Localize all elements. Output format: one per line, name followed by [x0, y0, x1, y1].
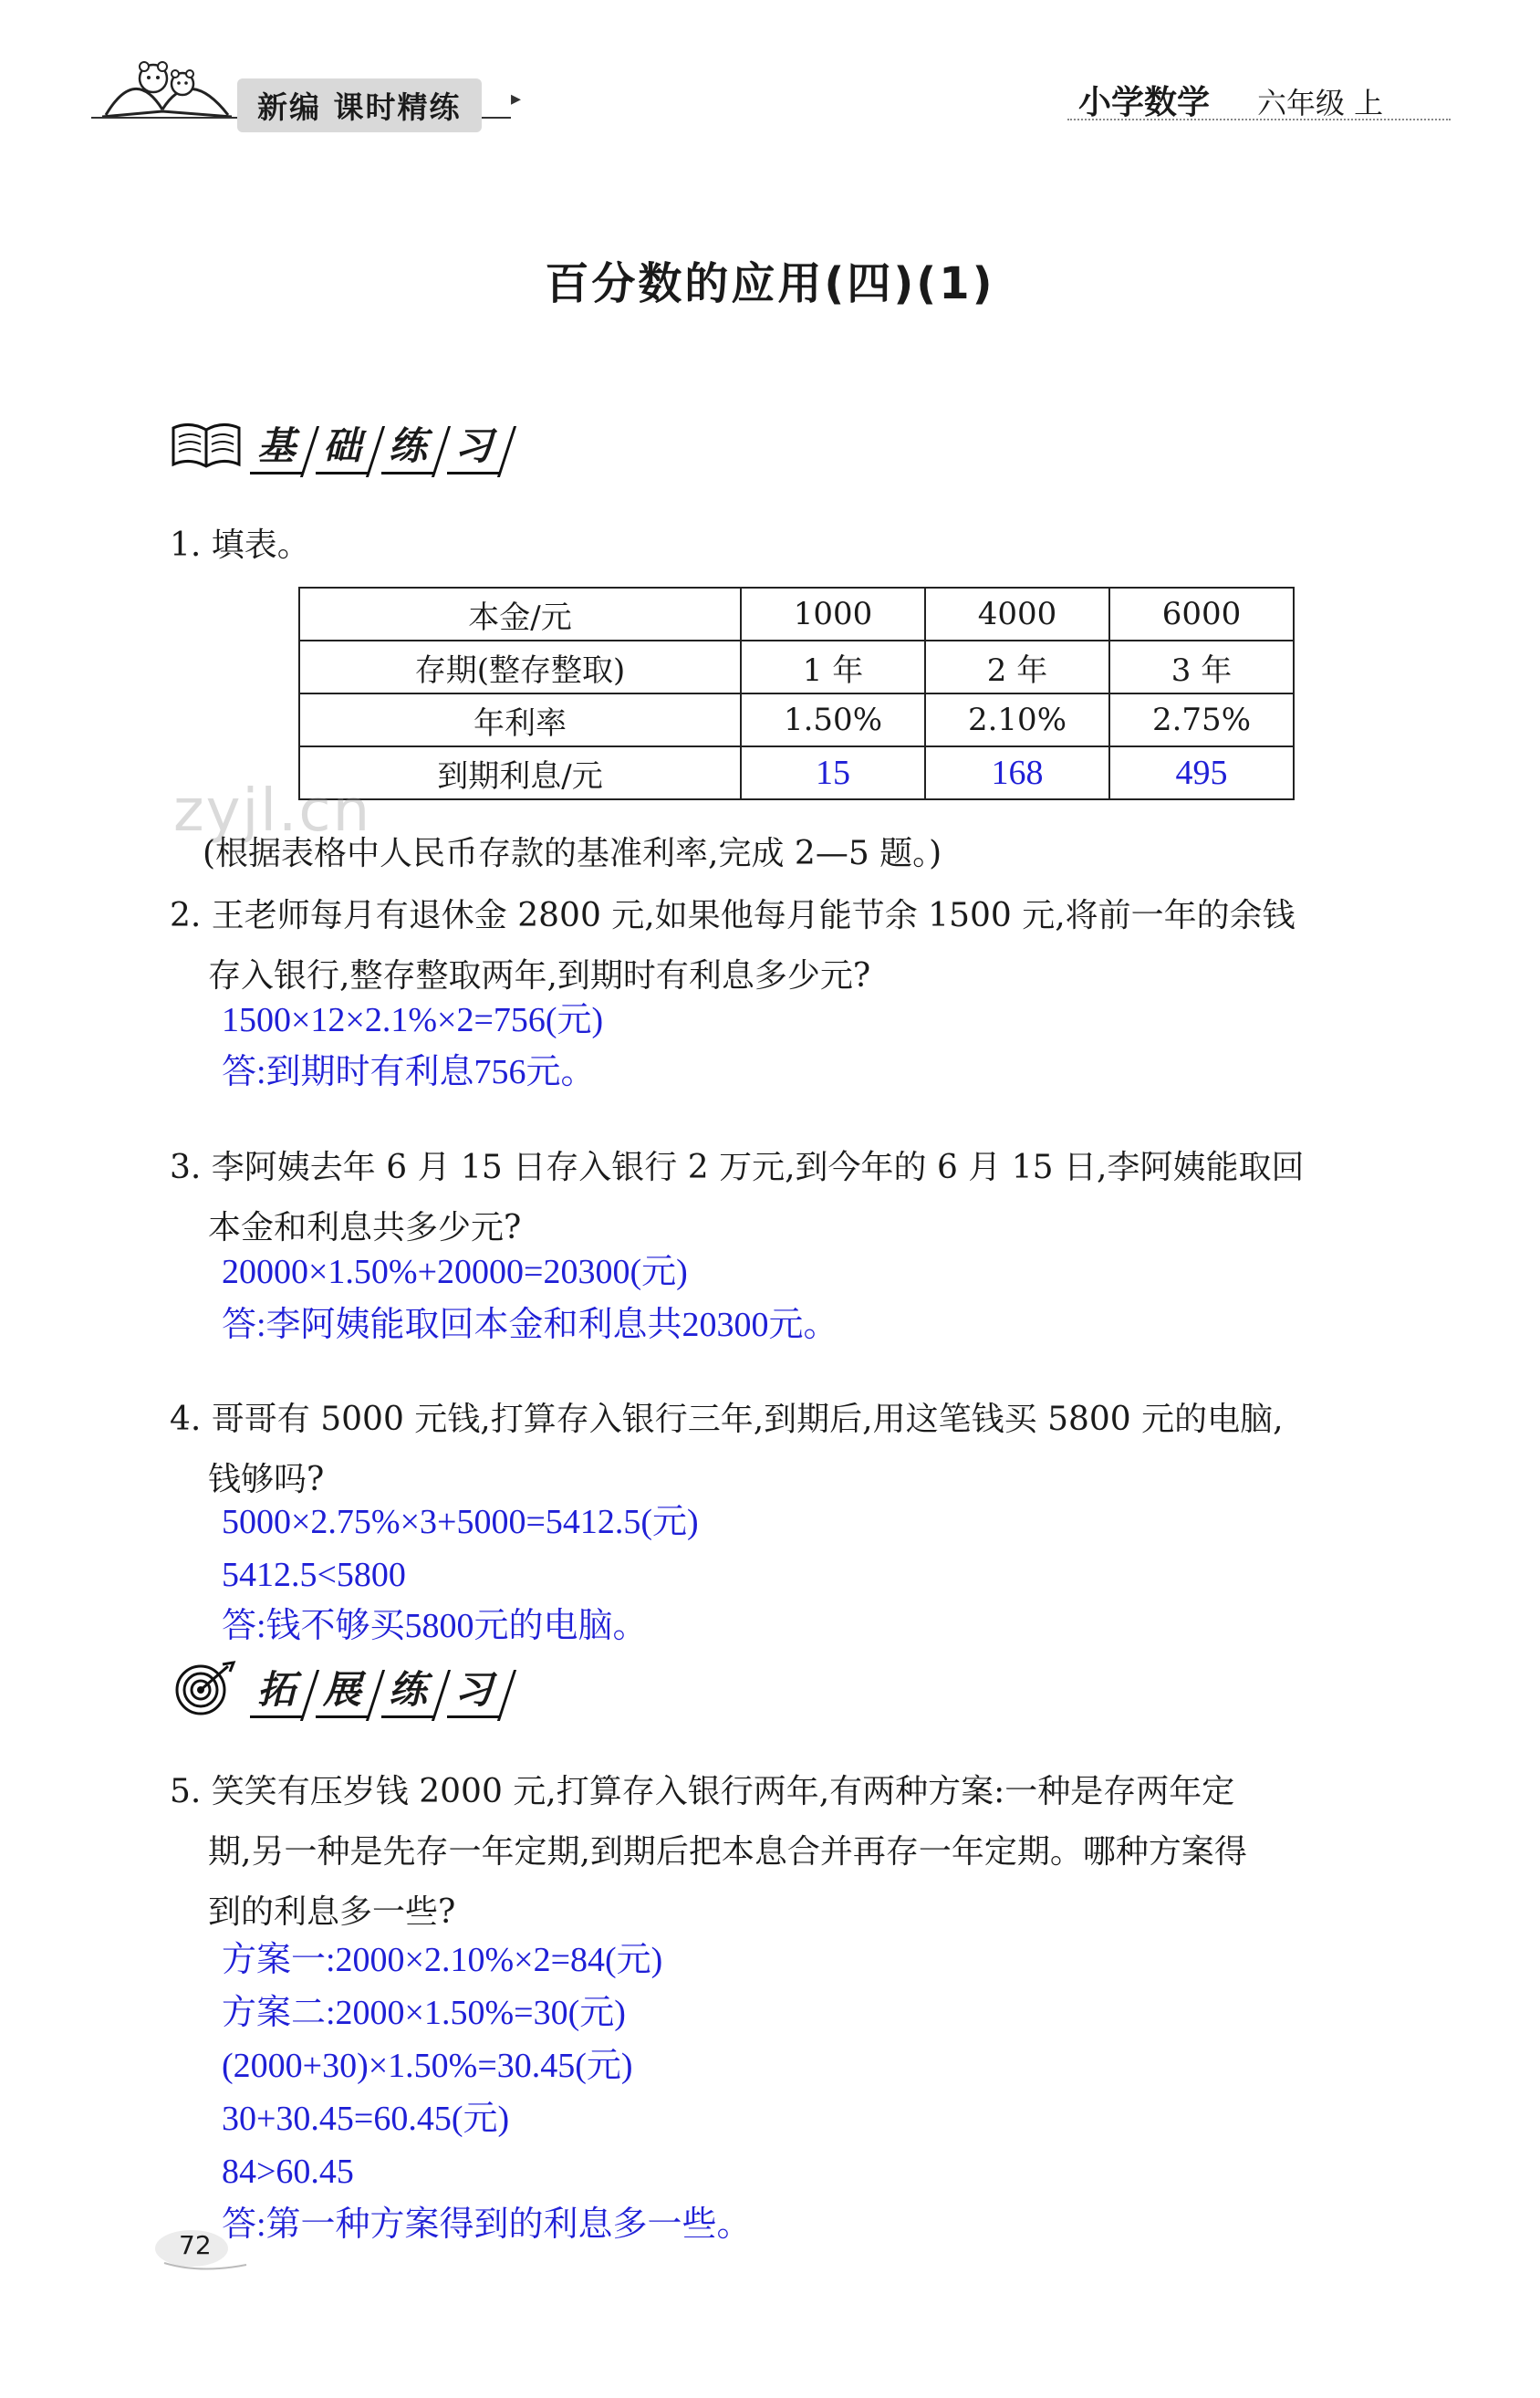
arrow-right-icon: ▸ — [511, 88, 522, 110]
table-cell: 2 年 — [925, 641, 1109, 693]
question-5-line: 到的利息多一些? — [208, 1893, 456, 1931]
question-3-line: 3. 李阿姨去年 6 月 15 日存入银行 2 万元,到今年的 6 月 15 日,李阿姨能取回 — [170, 1149, 1305, 1186]
table-row — [299, 746, 1294, 799]
table-row-label: 到期利息/元 — [299, 746, 741, 799]
table-cell: 1000 — [741, 588, 925, 641]
answer-line: 5000×2.75%×3+5000=5412.5(元) — [222, 1503, 699, 1541]
question-2-line: 存入银行,整存整取两年,到期时有利息多少元? — [208, 957, 871, 995]
table-row-label: 存期(整存整取) — [299, 641, 741, 693]
table-answer-cell: 168 — [925, 746, 1109, 799]
section-basic — [170, 415, 516, 485]
book-bear-logo-icon — [99, 57, 235, 124]
section-basic-char: 础 — [316, 421, 369, 474]
answer-line: 30+30.45=60.45(元) — [222, 2100, 510, 2138]
question-4-line: 钱够吗? — [208, 1461, 325, 1498]
table-row — [299, 693, 1294, 746]
target-icon — [170, 1659, 243, 1717]
answer-line: 答:李阿姨能取回本金和利息共20300元。 — [222, 1306, 838, 1344]
answer-line: 1500×12×2.1%×2=756(元) — [222, 1001, 604, 1039]
question-1-text: 1. 填表。 — [170, 527, 310, 564]
answer-line: 5412.5<5800 — [222, 1556, 406, 1594]
table-cell: 2.75% — [1109, 693, 1294, 746]
answer-line: 方案二:2000×1.50%=30(元) — [222, 1994, 626, 2032]
section-basic-char: 练 — [381, 421, 434, 474]
section-extend-char: 拓 — [250, 1664, 303, 1718]
table-cell: 3 年 — [1109, 641, 1294, 693]
section-extend-char: 展 — [316, 1664, 369, 1718]
brand-label: 新编 课时精练 — [237, 78, 482, 132]
table-cell: 4000 — [925, 588, 1109, 641]
interest-table — [298, 587, 1295, 800]
table-note: (根据表格中人民币存款的基准利率,完成 2—5 题。) — [203, 835, 942, 872]
table-cell: 1 年 — [741, 641, 925, 693]
question-4-line: 4. 哥哥有 5000 元钱,打算存入银行三年,到期后,用这笔钱买 5800 元的电脑, — [170, 1401, 1284, 1438]
section-basic-char: 习 — [447, 421, 500, 474]
question-3-line: 本金和利息共多少元? — [208, 1209, 522, 1246]
section-basic-char: 基 — [250, 421, 303, 474]
question-5-line: 期,另一种是先存一年定期,到期后把本息合并再存一年定期。哪种方案得 — [208, 1833, 1247, 1871]
table-row — [299, 588, 1294, 641]
watermark: zyjl.cn — [173, 777, 372, 845]
table-row-label: 本金/元 — [299, 588, 741, 641]
answer-line: 答:第一种方案得到的利息多一些。 — [222, 2205, 752, 2244]
subject-label: 小学数学 — [1078, 84, 1211, 121]
page-title: 百分数的应用(四)(1) — [545, 258, 995, 309]
answer-line: 答:到期时有利息756元。 — [222, 1053, 596, 1091]
answer-line: 方案一:2000×2.10%×2=84(元) — [222, 1941, 663, 1979]
grade-label: 六年级 上 — [1257, 86, 1384, 120]
question-5-line: 5. 笑笑有压岁钱 2000 元,打算存入银行两年,有两种方案:一种是存两年定 — [170, 1773, 1235, 1810]
table-cell: 1.50% — [741, 693, 925, 746]
answer-line: 84>60.45 — [222, 2153, 354, 2191]
answer-line: (2000+30)×1.50%=30.45(元) — [222, 2047, 633, 2085]
answer-line: 答:钱不够买5800元的电脑。 — [222, 1607, 648, 1645]
section-extend — [170, 1659, 516, 1728]
page-number: 72 — [179, 2230, 212, 2260]
open-book-icon — [170, 415, 243, 474]
table-cell: 2.10% — [925, 693, 1109, 746]
table-answer-cell: 15 — [741, 746, 925, 799]
section-extend-char: 习 — [447, 1664, 500, 1718]
table-row — [299, 641, 1294, 693]
table-answer-cell: 495 — [1109, 746, 1294, 799]
header-dotted-rule — [1067, 119, 1451, 120]
question-2-line: 2. 王老师每月有退休金 2800 元,如果他每月能节余 1500 元,将前一年的余钱 — [170, 897, 1295, 934]
table-row-label: 年利率 — [299, 693, 741, 746]
answer-line: 20000×1.50%+20000=20300(元) — [222, 1253, 688, 1291]
table-cell: 6000 — [1109, 588, 1294, 641]
section-extend-char: 练 — [381, 1664, 434, 1718]
